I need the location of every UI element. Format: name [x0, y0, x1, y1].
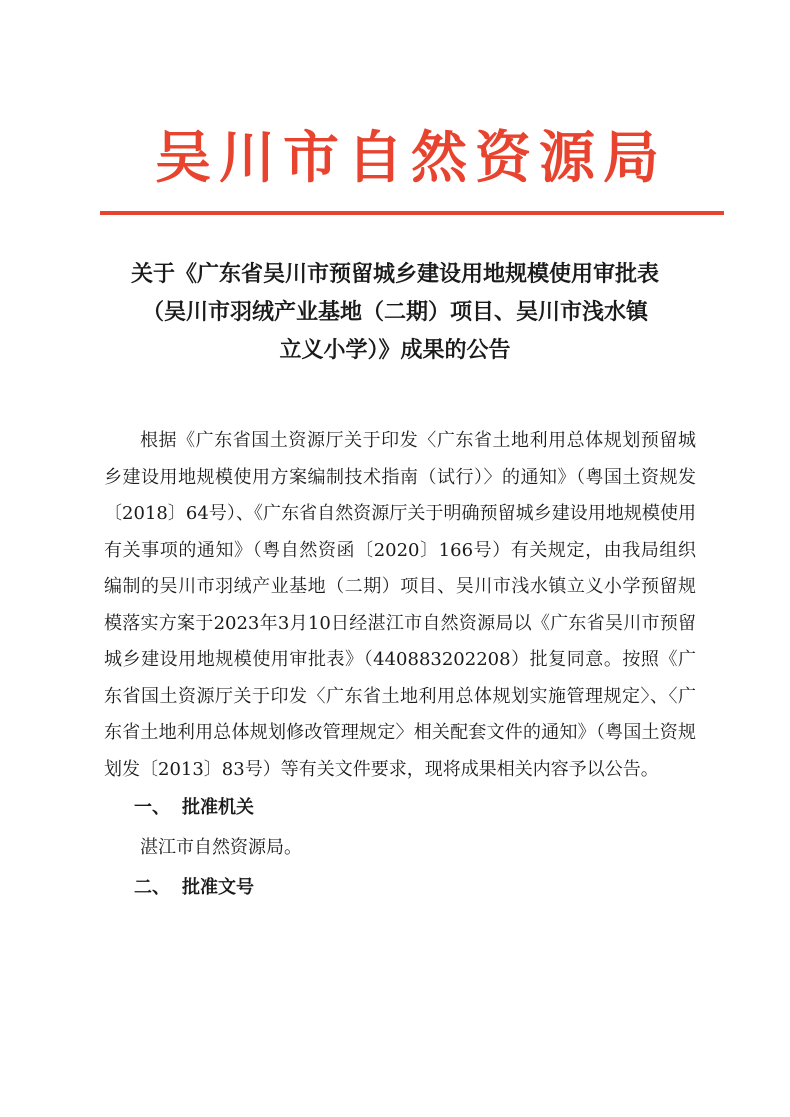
section-approval-number [104, 868, 696, 908]
title-line: （吴川市羽绒产业基地（二期）项目、吴川市浅水镇 [141, 299, 648, 325]
section-number: 一、 [134, 797, 170, 818]
section-approval-authority [104, 788, 696, 868]
section-heading [104, 868, 696, 908]
masthead-org-name: 吴川市自然资源局 [155, 125, 667, 191]
section-number: 二、 [134, 877, 170, 898]
section-heading-text: 批准文号 [182, 877, 254, 898]
announcement-title [70, 255, 720, 369]
section-heading [104, 788, 696, 828]
title-line: 关于《广东省吴川市预留城乡建设用地规模使用审批表 [130, 261, 659, 287]
announcement-body [104, 423, 696, 908]
section-heading-text: 批准机关 [182, 797, 254, 818]
section-text: 湛江市自然资源局。 [140, 837, 302, 858]
title-line: 立义小学）》成果的公告 [279, 337, 511, 363]
intro-paragraph: 根据《广东省国土资源厅关于印发〈广东省土地利用总体规划预留城乡建设用地规模使用方案编制技术指南（试行）〉的通知》（粤国土资规发〔2018〕64号）、《广东省自然资源厅关于明确预留城乡建设用地规模使用有关事项的通知》（粤自然资函〔2020〕166号）有关规定，由我局组织编制的吴川市羽绒产业基地（二期）项目、吴川市浅水镇立义小学预留规模落实方案于2023年3月10日经湛江市自然资源局以《广东省吴川市预留城乡建设用地规模使用审批表》（440883202208）批复同意。按照《广东省国土资源厅关于印发〈广东省土地利用总体规划实施管理规定〉、〈广东省土地利用总体规划修改管理规定〉相关配套文件的通知》（粤国土资规划发〔2013〕83号）等有关文件要求，现将成果相关内容予以公告。 [104, 430, 696, 780]
masthead-red-rule [100, 211, 724, 215]
